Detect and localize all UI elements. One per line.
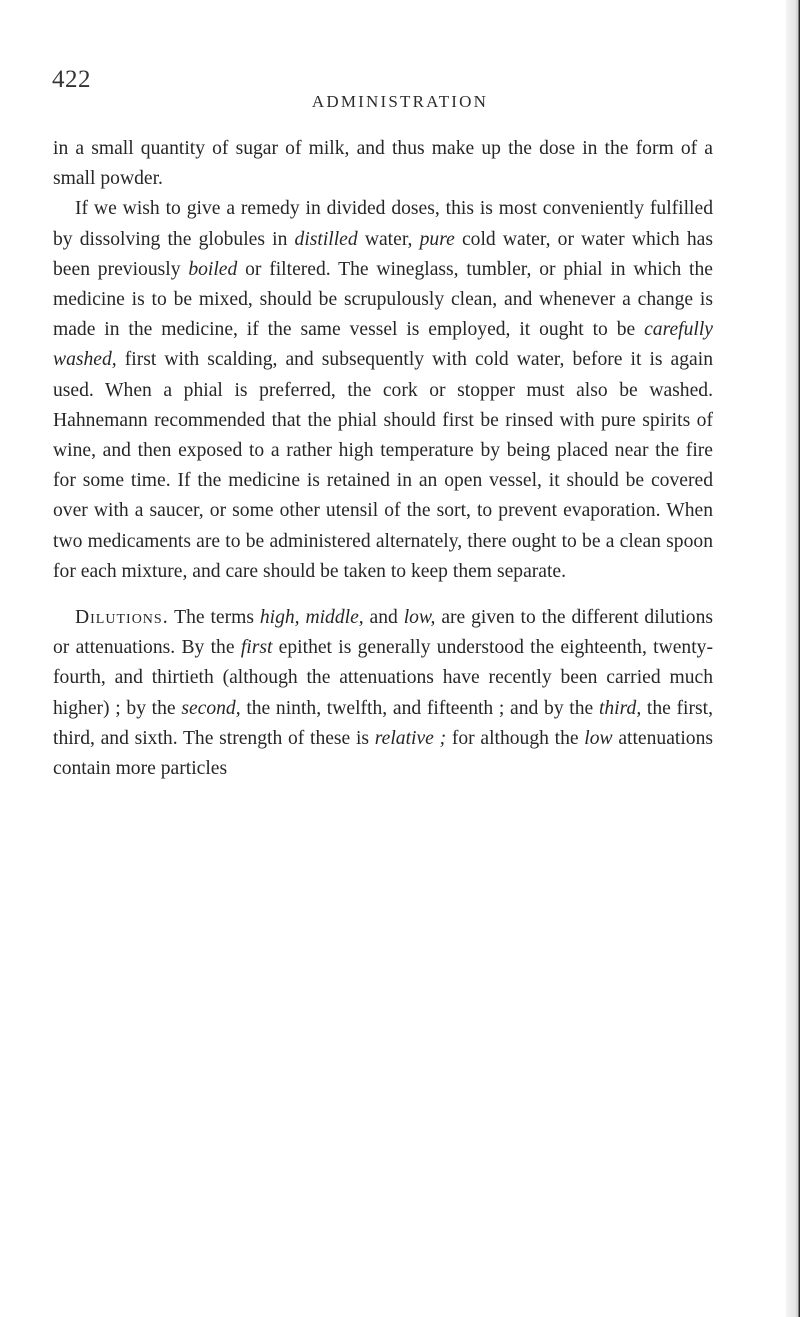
- italic-term: second,: [181, 697, 241, 719]
- page-number: 422: [52, 66, 91, 93]
- paragraph-2: [53, 194, 713, 587]
- body-text: [53, 134, 713, 784]
- text-span: for although the: [446, 727, 585, 749]
- italic-term: carefully washed,: [53, 319, 713, 371]
- paragraph-3: [53, 603, 713, 784]
- italic-term: boiled: [188, 258, 238, 280]
- italic-term: distilled: [294, 228, 358, 250]
- section-heading: Dilutions.: [75, 607, 169, 629]
- text-span: The terms: [168, 607, 260, 629]
- italic-term: pure: [419, 228, 455, 250]
- italic-term: relative ;: [374, 727, 447, 749]
- text-span: the ninth, twelfth, and fifteenth ; and by the: [240, 697, 599, 719]
- text-span: the first, third, and sixth. The strength of these is: [53, 697, 713, 749]
- italic-term: low,: [403, 607, 436, 629]
- italic-term: high, middle,: [259, 607, 364, 629]
- text-span: epithet is generally understood the eighteenth, twenty-fourth, and thirtieth (although the attenuations have recently been carried much higher) ; by the: [53, 637, 713, 719]
- text-span: water,: [357, 228, 420, 250]
- paragraph-1: in a small quantity of sugar of milk, and thus make up the dose in the form of a small powder.: [53, 138, 713, 190]
- text-span: cold water, or water which has been previously: [53, 228, 713, 280]
- text-span: attenuations contain more particles: [53, 727, 713, 780]
- text-span: or filtered. The wineglass, tumbler, or phial in which the medicine is to be mixed, should be scrupulously clean, and whenever a change is made in the medicine, if the same vessel is employed, it ought to be: [53, 258, 713, 341]
- text-span: are given to the different dilutions or attenuations. By the: [53, 607, 713, 659]
- text-span: If we wish to give a remedy in divided doses, this is most conveniently fulfilled by dissolving the globules in: [53, 198, 713, 250]
- text-span: and: [363, 607, 404, 629]
- text-span: first with scalding, and subsequently with cold water, before it is again used. When a phial is preferred, the cork or stopper must also be washed. Hahnemann recommended that the phial should first be rinsed with pure spirits of wine, and then exposed to a rather high temperature by being placed near the fire for some time. If the medicine is retained in an open vessel, it should be covered over with a saucer, or some other utensil of the sort, to prevent evaporation. When two medicaments are to be administered alternately, there ought to be a clean spoon for each mixture, and care should be taken to keep them separate.: [53, 349, 713, 582]
- italic-term: first: [240, 637, 273, 659]
- running-head: ADMINISTRATION: [311, 92, 489, 111]
- italic-term: third,: [598, 697, 642, 719]
- italic-term: low: [584, 727, 613, 749]
- page-edge: [786, 0, 800, 1317]
